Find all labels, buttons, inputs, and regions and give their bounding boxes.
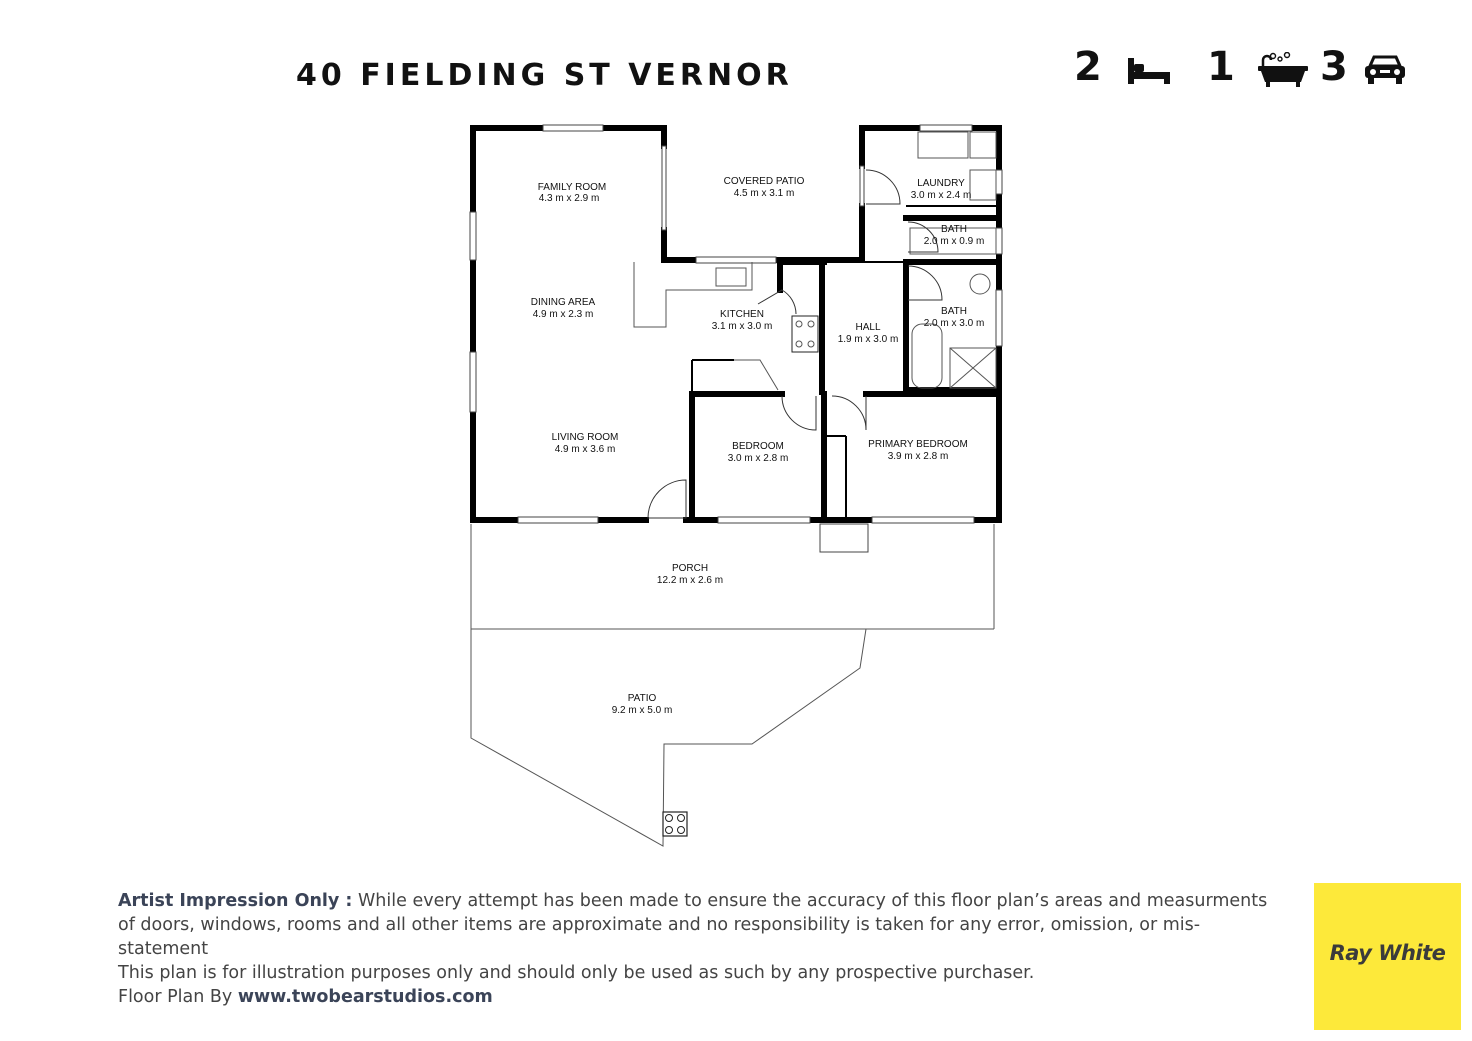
- room-name: LIVING ROOM: [551, 432, 619, 443]
- brand-name: Ray White: [1329, 941, 1446, 965]
- room-size: 2.0 m x 0.9 m: [923, 236, 985, 247]
- car-space-count: 3: [1320, 44, 1348, 90]
- credit-link[interactable]: www.twobearstudios.com: [237, 987, 493, 1007]
- disclaimer-lead: Artist Impression Only :: [118, 891, 353, 911]
- room-laundry: [911, 178, 972, 201]
- room-dining: [531, 297, 596, 320]
- room-size: 2.0 m x 3.0 m: [923, 318, 985, 329]
- room-name: BATH: [941, 224, 967, 235]
- floor-plan-credit: [118, 985, 1268, 1009]
- room-name: BATH: [941, 306, 967, 317]
- room-name: HALL: [855, 322, 881, 333]
- room-size: 9.2 m x 5.0 m: [611, 705, 673, 716]
- room-name: COVERED PATIO: [723, 176, 805, 187]
- disclaimer-line-3: This plan is for illustration purposes only and should only be used as such by any prospective purchaser.: [118, 963, 1035, 983]
- room-size: 3.0 m x 2.4 m: [910, 190, 972, 201]
- room-name: LAUNDRY: [917, 178, 965, 189]
- room-size: 1.9 m x 3.0 m: [837, 334, 899, 345]
- disclaimer-line-1: [118, 889, 1268, 913]
- room-size: 4.9 m x 2.3 m: [532, 309, 594, 320]
- room-name: FAMILY ROOM: [537, 182, 607, 193]
- room-name: BEDROOM: [732, 441, 784, 452]
- room-size: 3.9 m x 2.8 m: [887, 451, 949, 462]
- room-living: [552, 432, 619, 455]
- room-name: PORCH: [671, 563, 709, 574]
- room-name: PATIO: [627, 693, 657, 704]
- room-size: 3.0 m x 2.8 m: [727, 453, 789, 464]
- room-size: 4.9 m x 3.6 m: [554, 444, 616, 455]
- room-hall: [838, 322, 899, 345]
- room-patio: [612, 693, 673, 716]
- thin-partitions: [692, 206, 999, 520]
- room-name: PRIMARY BEDROOM: [868, 439, 968, 450]
- porch-step: [820, 524, 868, 552]
- credit-prefix: Floor Plan By: [118, 987, 233, 1007]
- cooktop-icon: [663, 812, 687, 836]
- room-size: 4.3 m x 2.9 m: [538, 193, 600, 204]
- room-name: KITCHEN: [720, 309, 764, 320]
- room-name: DINING AREA: [530, 297, 596, 308]
- room-covered-patio: [724, 176, 805, 199]
- room-primary-bedroom: [868, 439, 968, 462]
- room-size: 4.5 m x 3.1 m: [733, 188, 795, 199]
- room-bath: [924, 306, 985, 329]
- bedroom-count: 2: [1074, 44, 1102, 90]
- ray-white-logo: [1314, 883, 1461, 1030]
- disclaimer: [118, 889, 1268, 1009]
- room-size: 3.1 m x 3.0 m: [711, 321, 773, 332]
- property-address: 40 FIELDING ST VERNOR: [296, 58, 793, 93]
- disclaimer-line-2: of doors, windows, rooms and all other items are approximate and no responsibility is taken for any error, omission, or mis-statement: [118, 915, 1201, 959]
- room-family: [538, 182, 607, 204]
- porch-outline: [471, 524, 994, 629]
- room-kitchen: [712, 309, 773, 332]
- room-size: 12.2 m x 2.6 m: [656, 575, 724, 586]
- room-bath-small: [924, 224, 985, 247]
- room-porch: [657, 563, 723, 586]
- bathroom-count: 1: [1207, 44, 1235, 90]
- disclaimer-text: While every attempt has been made to ensure the accuracy of this floor plan’s areas and measurments: [358, 891, 1268, 911]
- room-bedroom: [728, 441, 789, 464]
